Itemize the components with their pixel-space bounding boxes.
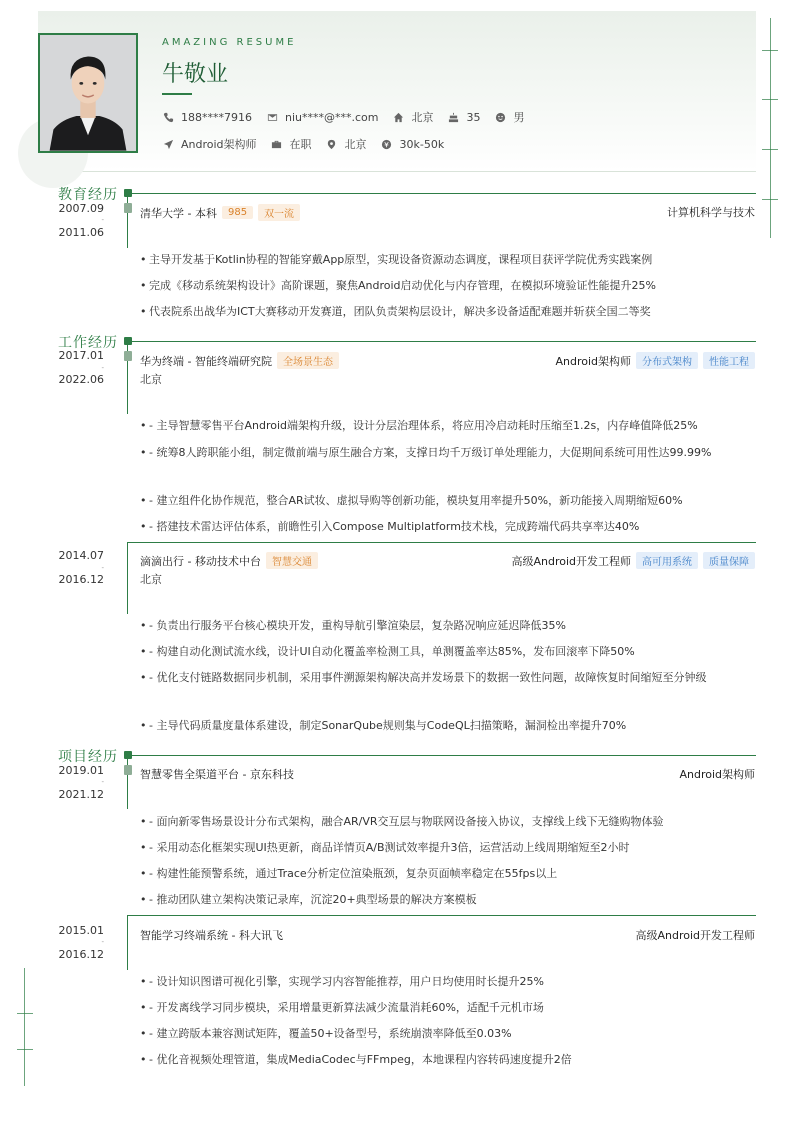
age-text: 35 [466,110,481,124]
phone-icon [162,111,174,123]
list-item: • 完成《移动系统架构设计》高阶课题，聚焦Android启动优化与内存管理，在模拟环境验证性能提升25% [140,279,656,292]
profile-photo [38,33,138,153]
list-item: • - 采用动态化框架实现UI热更新，商品详情页A/B测试效率提升3倍，运营活动上线周期缩短至2小时 [140,841,630,854]
list-item: • - 建立组件化协作规范，整合AR试妆、虚拟导购等创新功能，模块复用率提升50%，新功能接入周期缩短60% [140,494,683,507]
date-separator: - [101,216,104,224]
left-decorative-line [24,968,25,1086]
timeline-dot [124,765,132,775]
list-item: • 代表院系出战华为ICT大赛移动开发赛道，团队负责架构层设计，解决多设备适配难题并斩获全国二等奖 [140,305,651,318]
list-item: • - 统筹8人跨职能小组，制定微前端与原生融合方案，支撑日均千万级订单处理能力，大促期间系统可用性达99.99% [140,446,712,459]
list-item: • - 推动团队建立架构决策记录库，沉淀20+典型场景的解决方案模板 [140,893,477,906]
right-decorative-line [770,18,771,238]
phone-text: 188****7916 [181,110,252,124]
timeline-line [127,542,128,614]
home-icon [393,111,405,123]
list-item: • - 构建性能预警系统，通过Trace分析定位渲染瓶颈，复杂页面帧率稳定在55fps以上 [140,867,558,880]
list-item: • - 开发离线学习同步模块，采用增量更新算法减少流量消耗60%，适配千元机市场 [140,1001,544,1014]
start-date: 2019.01 [58,764,104,777]
timeline-line [127,193,128,248]
list-item: • - 面向新零售场景设计分布式架构，融合AR/VR交互层与物联网设备接入协议，支撑线上线下无缝购物体验 [140,815,664,828]
work-role [511,552,755,569]
school-tag: 985 [222,206,253,219]
skill-tag: 质量保障 [703,552,755,569]
face-icon [495,111,507,123]
work-entry-title [140,552,318,569]
project-role: Android架构师 [679,768,755,781]
home-text: 北京 [411,111,434,124]
section-title-project: 项目经历 [58,749,118,765]
candidate-name: 牛敬业 [162,62,229,87]
status-info [271,136,312,152]
section-divider [126,193,756,194]
status-text: 在职 [289,138,312,151]
work-city: 北京 [140,573,162,586]
list-item: • 主导开发基于Kotlin协程的智能穿戴App原型，实现设备资源动态调度，课程项目获评学院优秀实践案例 [140,253,653,266]
project-entry-title: 智慧零售全渠道平台 - 京东科技 [140,768,294,781]
start-date: 2007.09 [58,202,104,215]
section-divider [126,755,756,756]
end-date: 2011.06 [58,226,104,239]
city-info [326,136,367,152]
start-date: 2017.01 [58,349,104,362]
list-item: • - 设计知识图谱可视化引擎，实现学习内容智能推荐，用户日均使用时长提升25% [140,975,544,988]
date-separator: - [101,938,104,946]
timeline-dot [124,203,132,213]
section-title-work: 工作经历 [58,335,118,351]
end-date: 2016.12 [58,948,104,961]
list-item: • - 建立跨版本兼容测试矩阵，覆盖50+设备型号，系统崩溃率降低至0.03% [140,1027,512,1040]
skill-tag: 分布式架构 [636,352,698,369]
company-tag: 智慧交通 [266,552,318,569]
age-info [448,111,481,124]
education-entry-title [140,204,300,221]
list-item: • - 搭建技术雷达评估体系，前瞻性引入Compose Multiplatform技术栈，完成跨端代码共享率达40% [140,520,640,533]
money-icon [381,138,393,150]
left-decorative-tick [17,1013,33,1014]
list-item: • - 负责出行服务平台核心模块开发，重构导航引擎渲染层，复杂路况响应延迟降低35% [140,619,566,632]
date-separator: - [101,564,104,572]
section-divider [126,341,756,342]
school-name: 清华大学 - 本科 [140,206,217,220]
work-entry-title [140,352,339,369]
skill-tag: 高可用系统 [636,552,698,569]
mail-icon [266,111,278,123]
position-info [162,136,257,152]
role-name: 高级Android开发工程师 [511,554,631,568]
end-date: 2021.12 [58,788,104,801]
company-name: 滴滴出行 - 移动技术中台 [140,554,261,568]
date-separator: - [101,364,104,372]
list-item: • - 优化支付链路数据同步机制，采用事件溯源架构解决高并发场景下的数据一致性问题，故障恢复时间缩短至分钟级 [140,671,707,684]
profile-photo-image [40,35,136,151]
entry-divider [127,915,756,916]
brand-label: AMAZING RESUME [162,37,297,48]
job-info-row [162,136,458,152]
gender-text: 男 [513,111,525,124]
entry-divider [127,542,756,543]
start-date: 2014.07 [58,549,104,562]
project-entry-title: 智能学习终端系统 - 科大讯飞 [140,929,283,942]
salary-text: 30k-50k [399,137,445,151]
major-name: 计算机科学与技术 [667,206,755,219]
salary-info [381,138,445,151]
right-decorative-tick [762,199,778,200]
company-name: 华为终端 - 智能终端研究院 [140,354,272,368]
send-icon [162,138,174,150]
end-date: 2022.06 [58,373,104,386]
project-role: 高级Android开发工程师 [635,929,755,942]
list-item: • - 主导代码质量度量体系建设，制定SonarQube规则集与CodeQL扫描策略，漏洞检出率提升70% [140,719,627,732]
name-underline [162,93,192,95]
email-text: niu****@***.com [285,110,379,124]
right-decorative-tick [762,99,778,100]
left-decorative-tick [17,1049,33,1050]
date-separator: - [101,778,104,786]
work-role [555,352,755,369]
gender-info [495,109,525,125]
city-text: 北京 [344,138,367,151]
section-title-education: 教育经历 [58,187,118,203]
briefcase-icon [271,138,283,150]
home-info [393,109,434,125]
skill-tag: 性能工程 [703,352,755,369]
list-item: • - 构建自动化测试流水线，设计UI自动化覆盖率检测工具，单测覆盖率达85%，发布回滚率下降50% [140,645,635,658]
cake-icon [448,111,460,123]
email-info [266,111,379,124]
school-tag: 双一流 [258,204,300,221]
end-date: 2016.12 [58,573,104,586]
position-text: Android架构师 [181,138,257,151]
list-item: • - 主导智慧零售平台Android端架构升级，设计分层治理体系，将应用冷启动耗时压缩至1.2s，内存峰值降低25% [140,419,698,432]
list-item: • - 优化音视频处理管道，集成MediaCodec与FFmpeg，本地课程内容转码速度提升2倍 [140,1053,572,1066]
right-decorative-tick [762,50,778,51]
work-city: 北京 [140,373,162,386]
company-tag: 全场景生态 [277,352,339,369]
phone-info [162,111,252,124]
contact-info-row [162,109,539,125]
timeline-dot [124,351,132,361]
role-name: Android架构师 [555,354,631,368]
timeline-line [127,915,128,970]
right-decorative-tick [762,149,778,150]
location-pin-icon [326,138,338,150]
start-date: 2015.01 [58,924,104,937]
timeline-line [127,755,128,809]
